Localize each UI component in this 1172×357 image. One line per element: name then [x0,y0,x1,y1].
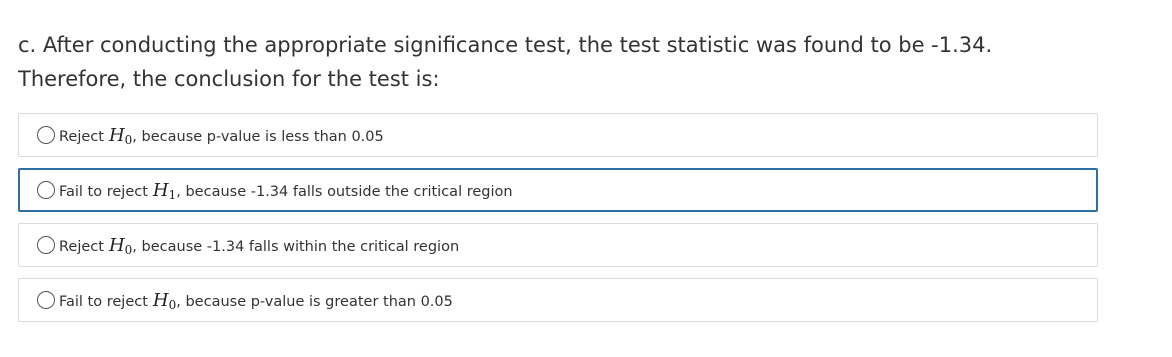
question-line-1: c. After conducting the appropriate significance test, the test statistic was found to be -1.34. [18,33,993,57]
hypothesis-symbol: $H_0$ [108,124,133,147]
hypothesis-symbol: $H_0$ [108,234,133,257]
radio-button[interactable] [37,126,55,144]
answer-options [18,113,1098,333]
option-label: Reject $H_0$, because p-value is less than 0.05 [59,124,384,147]
radio-button[interactable] [37,181,55,199]
hypothesis-symbol: $H_0$ [152,289,177,312]
option-label: Fail to reject $H_0$, because p-value is greater than 0.05 [59,289,453,312]
option-fail-reject-h0-p-greater[interactable] [18,278,1098,322]
question-line-2: Therefore, the conclusion for the test is: [18,67,440,91]
hypothesis-symbol: $H_1$ [152,179,177,202]
option-label: Reject $H_0$, because -1.34 falls within the critical region [59,234,460,257]
option-label: Fail to reject $H_1$, because -1.34 falls outside the critical region [59,179,513,202]
option-fail-reject-h1-outside[interactable] [18,168,1098,212]
option-reject-h0-p-less[interactable] [18,113,1098,157]
option-reject-h0-within[interactable] [18,223,1098,267]
radio-button[interactable] [37,291,55,309]
radio-button[interactable] [37,236,55,254]
question-text [18,28,1118,96]
